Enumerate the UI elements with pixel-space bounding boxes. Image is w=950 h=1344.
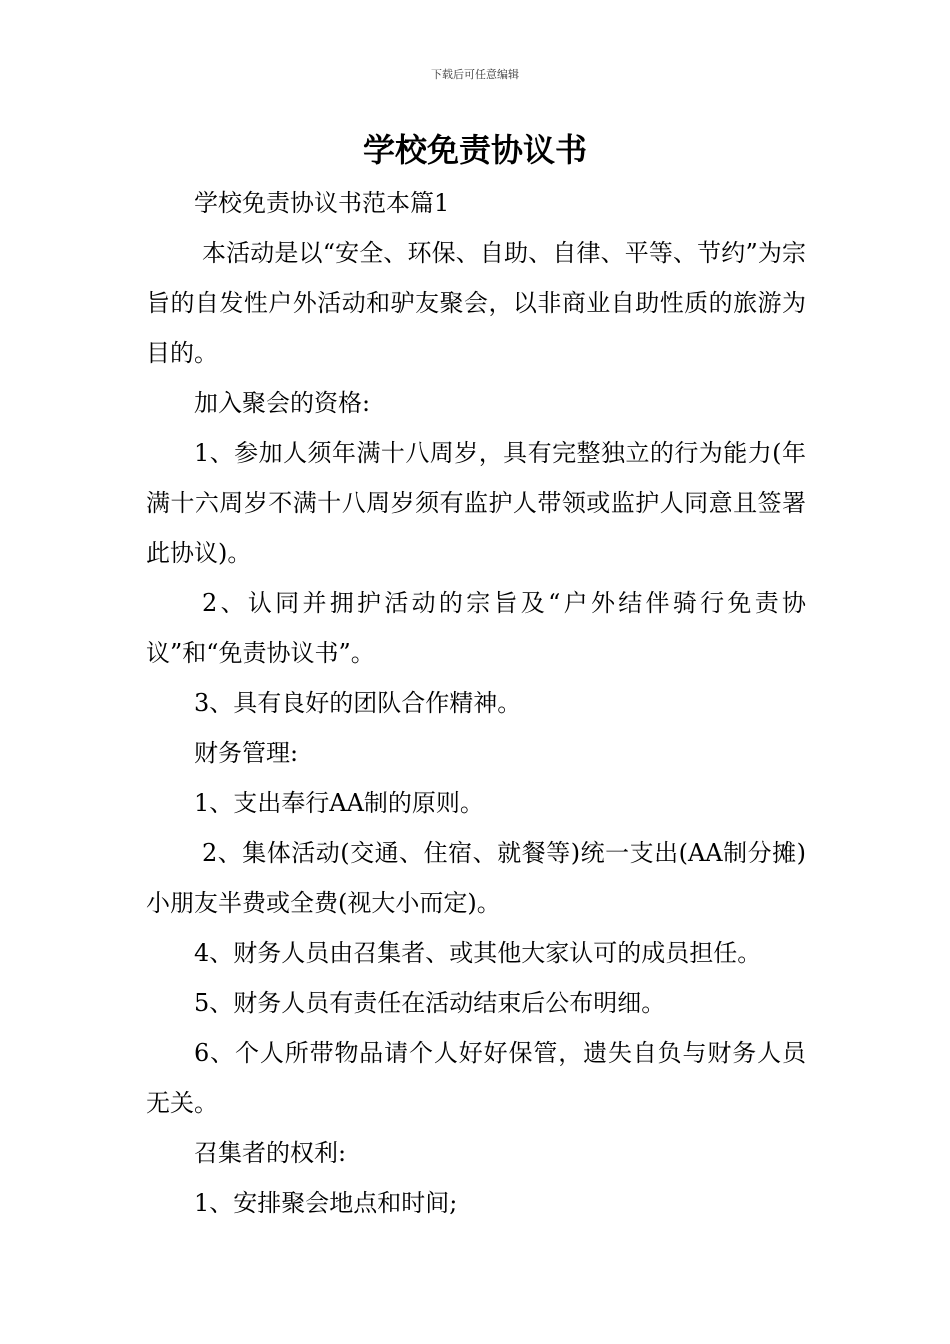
paragraph: 本活动是以“安全、环保、自助、自律、平等、节约”为宗旨的自发性户外活动和驴友聚会，以非商业自助性质的旅游为目的。 [146, 239, 806, 367]
list-item: 1、支出奉行AA制的原则。 [194, 789, 484, 817]
list-item: 3、具有良好的团队合作精神。 [194, 689, 522, 717]
section-heading: 召集者的权利: [194, 1139, 347, 1167]
list-item: 5、财务人员有责任在活动结束后公布明细。 [194, 989, 666, 1017]
section-heading: 加入聚会的资格: [194, 389, 371, 417]
list-item: 2、集体活动(交通、住宿、就餐等)统一支出(AA制分摊)小朋友半费或全费(视大小而定)。 [146, 839, 806, 917]
section-subtitle: 学校免责协议书范本篇1 [194, 189, 450, 217]
list-item: 2、认同并拥护活动的宗旨及“户外结伴骑行免责协议”和“免责协议书”。 [146, 589, 806, 667]
document-body [146, 178, 806, 1228]
list-item: 6、个人所带物品请个人好好保管，遗失自负与财务人员无关。 [146, 1039, 806, 1117]
list-item: 4、财务人员由召集者、或其他大家认可的成员担任。 [194, 939, 762, 967]
list-item: 1、参加人须年满十八周岁，具有完整独立的行为能力(年满十六周岁不满十八周岁须有监护人带领或监护人同意且签署此协议)。 [146, 439, 806, 567]
document-title: 学校免责协议书 [362, 131, 587, 169]
section-heading: 财务管理: [194, 739, 299, 767]
list-item: 1、安排聚会地点和时间; [194, 1189, 458, 1217]
header-note: 下载后可任意编辑 [431, 68, 519, 81]
